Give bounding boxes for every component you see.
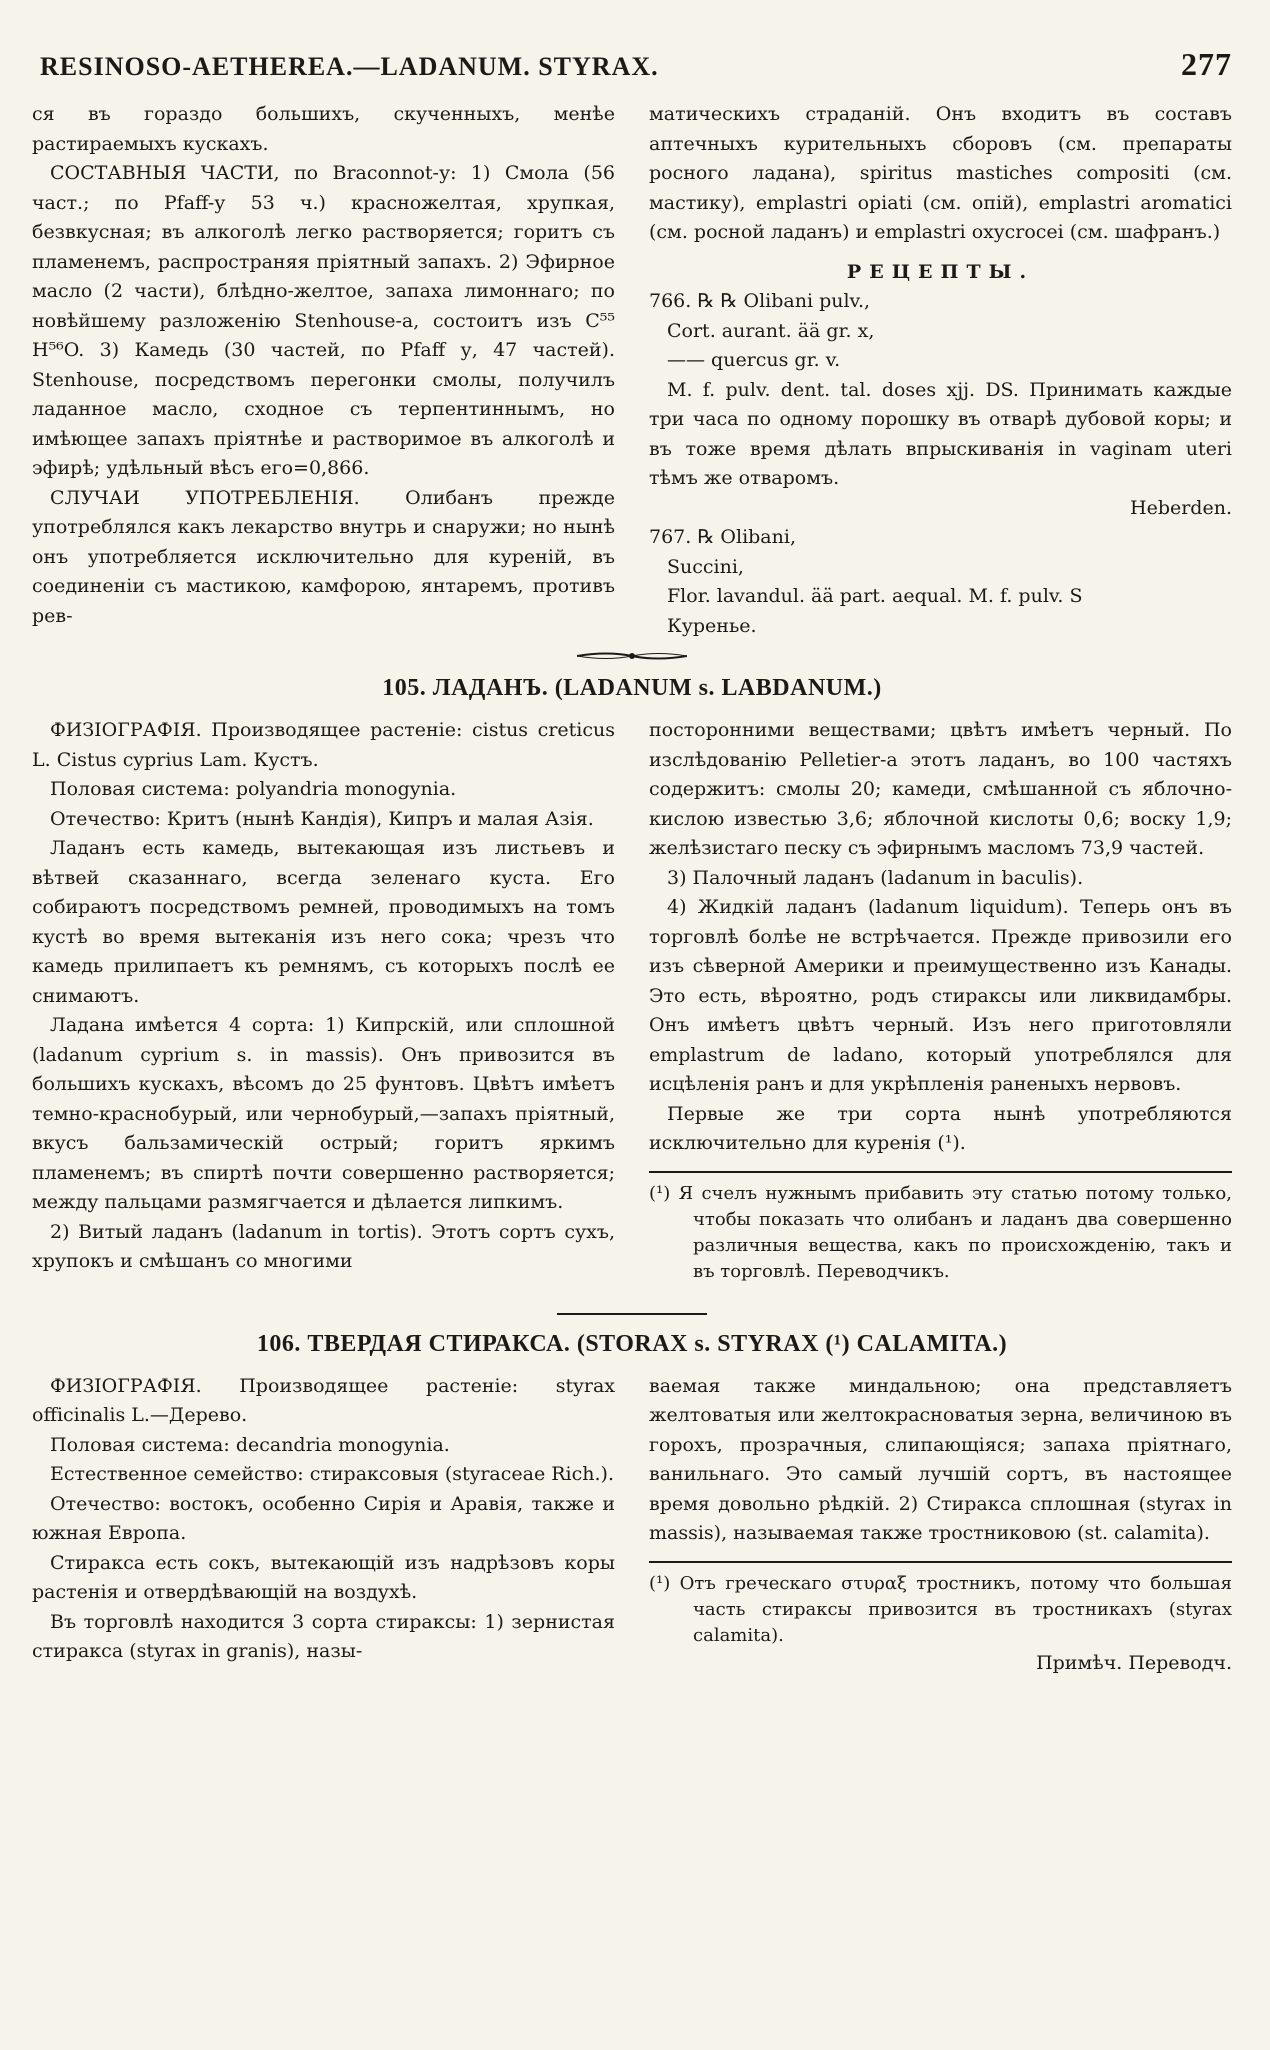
article-title-ladanum: 105. ЛАДАНЪ. (LADANUM s. LABDANUM.): [382, 675, 882, 701]
paragraph: посторонними веществами; цвѣтъ имѣетъ черный. По изслѣдованію Pelletier-а этотъ ладанъ, во 100 частяхъ содержитъ: смолы 20; камеди, смѣшанной съ яблочно-кислою известью 3,6; яблочной кислоты 0,6; воску 1,9; желѣзистаго песку съ эфирнымъ масломъ 73,9 частей.: [649, 719, 1232, 859]
paragraph: 3) Палочный ладанъ (ladanum in baculis).: [667, 866, 1084, 889]
right-column: [649, 100, 1232, 641]
page: [32, 40, 1232, 1678]
paragraph: Первые же три сорта нынѣ употребляются исключительно для куренія (¹).: [649, 1102, 1232, 1154]
paragraph: 4) Жидкій ладанъ (ladanum liquidum). Теперь онъ въ торговлѣ болѣе не встрѣчается. Прежде привозили его изъ сѣверной Америки и преимущественно изъ Канады. Это есть, вѣроятно, родъ стираксы или ликвидамбры. Онъ имѣетъ цвѣтъ черный. Изъ него приготовляли emplastrum de ladano, который употреблялся для исцѣленія ранъ и для укрѣпленія раненыхъ нервовъ.: [649, 896, 1232, 1095]
recipes-heading: РЕЦЕПТЫ.: [846, 260, 1035, 283]
section-olibanum-end: [32, 100, 1232, 641]
paragraph: Половая система: polyandria monogynia.: [50, 778, 457, 800]
right-column: [649, 1372, 1232, 1679]
paragraph: Отечество: Критъ (нынѣ Кандія), Кипръ и малая Азія.: [50, 807, 594, 830]
footnote-signature: Примѣч. Переводч.: [1036, 1651, 1232, 1674]
running-title: RESINOSO-AETHEREA.—LADANUM. STYRAX.: [40, 52, 659, 81]
left-column: [32, 1372, 615, 1679]
paragraph: Половая система: decandria monogynia.: [50, 1433, 450, 1456]
section-ladanum: [32, 716, 1232, 1285]
recipe-line: Куренье.: [667, 614, 757, 637]
recipe-line: Cort. aurant. ää gr. x,: [667, 319, 875, 342]
ornament-icon: [577, 649, 687, 663]
footnote: (¹) Отъ греческаго στυραξ тростникъ, потому что большая часть стираксы привозится въ тростникахъ (styrax calamita).: [649, 1561, 1232, 1649]
running-head: [32, 40, 1232, 100]
paragraph: СОСТАВНЫЯ ЧАСТИ, по Braconnot-у: 1) Смола (56 част.; по Pfaff-у 53 ч.) красножелтая, хрупкая, безвкусная; въ алкоголѣ легко растворяется; горитъ съ пламенемъ, распространяя пріятный запахъ. 2) Эфирное масло (2 части), блѣдно-желтое, запаха лимоннаго; по новѣйшему разложенію Stenhouse-а, состоитъ изъ C⁵⁵ H⁵⁶O. 3) Камедь (30 частей, по Pfaff у, 47 частей). Stenhouse, посредствомъ перегонки смолы, получилъ ладанное масло, сходное съ терпентиннымъ, но имѣющее запахъ пріятнѣе и растворимое въ алкоголѣ и эфирѣ; удѣльный вѣсъ его=0,866.: [32, 162, 615, 479]
recipe-line: M. f. pulv. dent. tal. doses xjj. DS. Принимать каждые три часа по одному порошку въ отварѣ дубовой коры; и въ тоже время дѣлать впрыскиванія in vaginam uteri тѣмъ же отваромъ.: [649, 378, 1232, 489]
footnote: (¹) Я счелъ нужнымъ прибавить эту статью потому только, чтобы показать что олибанъ и ладанъ два совершенно различныя вещества, какъ по происхожденію, такъ и въ торговлѣ. Переводчикъ.: [649, 1171, 1232, 1285]
paragraph: матическихъ страданій. Онъ входитъ въ составъ аптечныхъ курительныхъ сборовъ (см. препараты росного ладана), spiritus mastiches compositi (см. мастику), emplastri opiati (см. опій), emplastri aromatici (см. росной ладанъ) и emplastri oxycrocei (см. шафранъ.): [649, 103, 1232, 243]
recipe-author: Heberden.: [1130, 496, 1232, 519]
section-styrax: [32, 1372, 1232, 1679]
article-title-styrax: 106. ТВЕРДАЯ СТИРАКСА. (STORAX s. STYRAX (¹) CALAMITA.): [256, 1330, 1008, 1357]
paragraph: СЛУЧАИ УПОТРЕБЛЕНІЯ. Олибанъ прежде употреблялся какъ лекарство внутрь и снаружи; но нынѣ онъ употребляется исключительно для куреній, въ соединеніи съ мастикою, камфорою, янтаремъ, противъ рев-: [32, 486, 615, 627]
paragraph: Въ торговлѣ находится 3 сорта стираксы: 1) зернистая стиракса (styrax in granis), назы-: [32, 1610, 615, 1662]
paragraph: Ладана имѣется 4 сорта: 1) Кипрскій, или сплошной (ladanum cyprium s. in massis). Онъ привозится въ большихъ кускахъ, вѣсомъ до 25 фунтовъ. Цвѣтъ имѣетъ темно-краснобурый, или чернобурый,—запахъ пріятный, вкусъ бальзамическій острый; горитъ яркимъ пламенемъ; въ спиртѣ почти совершенно растворяется; между пальцами размягчается и дѣлается липкимъ.: [32, 1014, 615, 1213]
recipe-line: 767. ℞ Olibani,: [649, 526, 796, 548]
paragraph: Ладанъ есть камедь, вытекающая изъ листьевъ и вѣтвей сказаннаго, всегда зеленаго куста. Его собираютъ посредствомъ ремней, проводимыхъ на томъ кустѣ во время вытеканія изъ него сока; чрезъ что камедь прилипаетъ къ ремнямъ, съ которыхъ послѣ ее снимаютъ.: [32, 837, 615, 1007]
left-column: [32, 100, 615, 641]
section-divider: [557, 1313, 707, 1315]
page-number: 277: [1181, 46, 1232, 82]
paragraph: Отечество: востокъ, особенно Сирія и Аравія, также и южная Европа.: [32, 1492, 615, 1544]
right-column: [649, 716, 1232, 1285]
paragraph: ся въ гораздо большихъ, скученныхъ, менѣе растираемыхъ кускахъ.: [32, 103, 615, 155]
ornament-divider: [32, 641, 1232, 671]
paragraph: ФИЗІОГРАФІЯ. Производящее растеніе: cistus creticus L. Cistus cyprius Lam. Кустъ.: [32, 719, 615, 771]
recipe-line: —— quercus gr. v.: [667, 349, 841, 371]
paragraph: Естественное семейство: стираксовыя (styraceae Rich.).: [50, 1463, 615, 1485]
paragraph: Стиракса есть сокъ, вытекающій изъ надрѣзовъ коры растенія и отвердѣвающій на воздухѣ.: [32, 1551, 615, 1603]
paragraph: 2) Витый ладанъ (ladanum in tortis). Этотъ сортъ сухъ, хрупокъ и смѣшанъ со многими: [32, 1220, 615, 1272]
paragraph: ФИЗІОГРАФІЯ. Производящее растеніе: styrax officinalis L.—Дерево.: [32, 1374, 615, 1426]
recipe-line: 766. ℞ ℞ Olibani pulv.,: [649, 290, 871, 312]
left-column: [32, 716, 615, 1285]
recipe-line: Succini,: [667, 555, 744, 578]
paragraph: ваемая также миндальною; она представляетъ желтоватыя или желтокрасноватыя зерна, величиною въ горохъ, прозрачныя, слипающіяся; запаха пріятнаго, ванильнаго. Это самый лучшій сортъ, въ настоящее время довольно рѣдкій. 2) Стиракса сплошная (styrax in massis), называемая также тростниковою (st. calamita).: [649, 1374, 1232, 1544]
recipe-line: Flor. lavandul. ää part. aequal. M. f. pulv. S: [667, 585, 1083, 607]
